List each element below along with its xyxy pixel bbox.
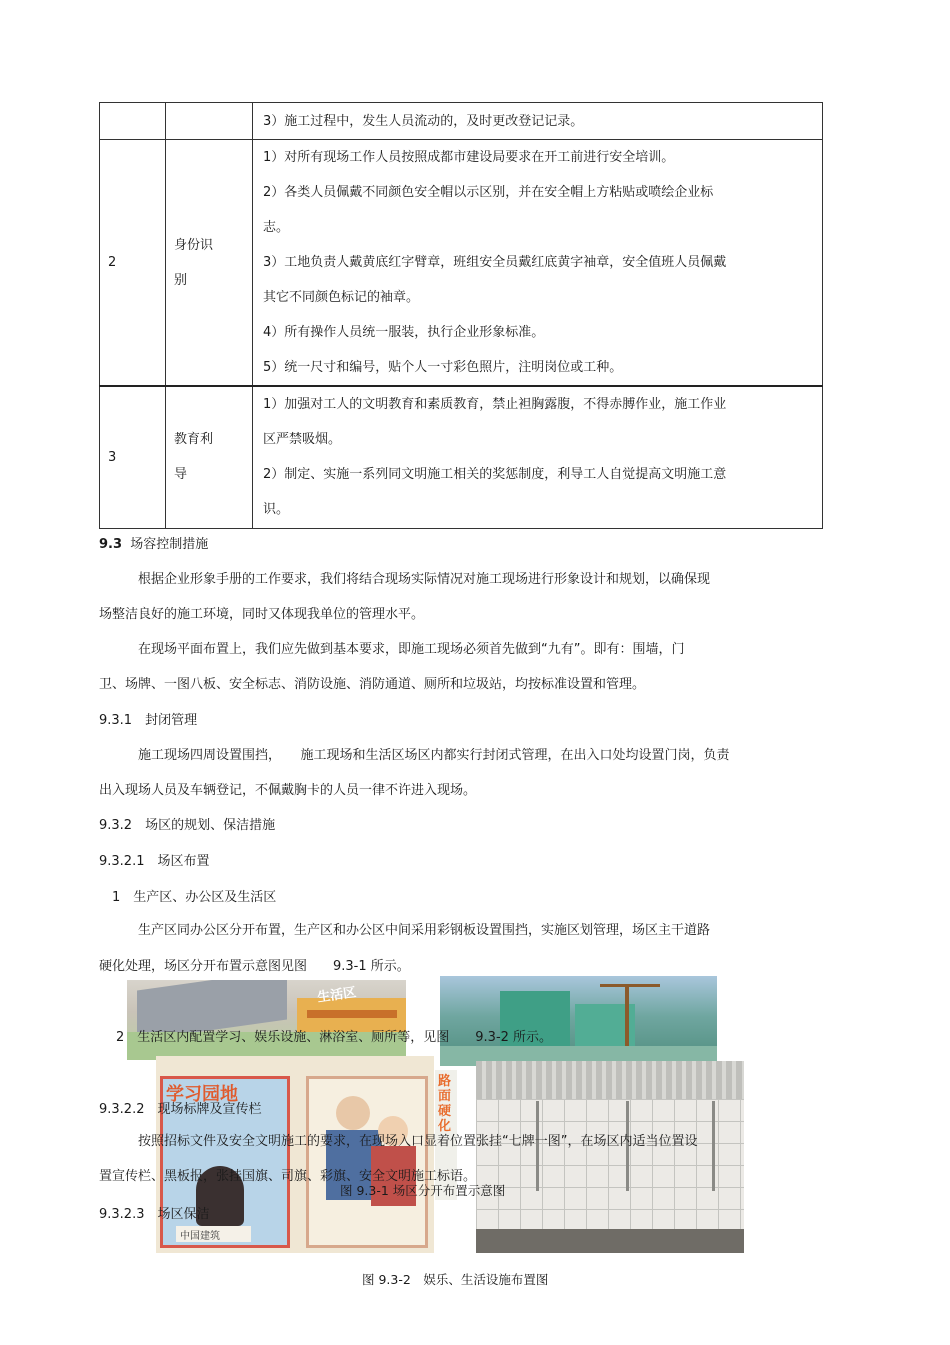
row-content-cell — [253, 386, 823, 528]
table-row — [100, 140, 823, 387]
content-line: 识。 — [263, 502, 290, 518]
list-item: 2 生活区内配置学习、娱乐设施、淋浴室、厕所等，见图 9.3-2 所示。 — [116, 1030, 553, 1045]
section-9-3-heading: 9.3 场容控制措施 — [99, 537, 209, 552]
content-line: 3）施工过程中，发生人员流动的，及时更改登记记录。 — [263, 113, 584, 129]
paragraph: 生产区同办公区分开布置，生产区和办公区中间采用彩钢板设置围挡，实施区划管理，场区主干道路 — [138, 923, 711, 938]
paragraph: 根据企业形象手册的工作要求，我们将结合现场实际情况对施工现场进行形象设计和规划，以确保现 — [138, 572, 711, 587]
shower-room-photo — [476, 1061, 744, 1253]
paragraph: 按照招标文件及安全文明施工的要求，在现场入口显着位置张挂“七牌一图”，在场区内适当位置设 — [138, 1134, 698, 1149]
item-line: 教育利 — [174, 432, 214, 448]
section-9-3-2-1-heading: 9.3.2.1 场区布置 — [99, 854, 210, 869]
study-board-sign: 学习园地 — [166, 1084, 238, 1105]
section-9-3-2-heading: 9.3.2 场区的规划、保洁措施 — [99, 818, 276, 833]
row-content-cell — [253, 103, 823, 140]
paragraph: 卫、场牌、一图八板、安全标志、消防设施、消防通道、厕所和垃圾站，均按标准设置和管理。 — [99, 677, 646, 692]
row-item-cell — [166, 140, 253, 387]
workshop-badge: 中国建筑 — [180, 1231, 220, 1242]
paragraph: 置宣传栏、黑板报，张挂国旗、司旗、彩旗、安全文明施工标语。 — [99, 1169, 477, 1184]
section-9-3-2-3-heading: 9.3.2.3 场区保洁 — [99, 1207, 210, 1222]
study-corner-illustration — [156, 1056, 434, 1253]
item-line: 别 — [174, 272, 188, 288]
paragraph: 场整洁良好的施工环境，同时又体现我单位的管理水平。 — [99, 607, 425, 622]
road-hardening-sign: 路面硬化 — [435, 1070, 457, 1200]
content-line: 5）统一尺寸和编号，贴个人一寸彩色照片，注明岗位或工种。 — [263, 360, 623, 375]
content-line: 2）制定、实施一系列同文明施工相关的奖惩制度，利导工人自觉提高文明施工意 — [263, 467, 727, 483]
content-line: 2）各类人员佩戴不同颜色安全帽以示区别，并在安全帽上方粘贴或喷绘企业标 — [263, 185, 714, 200]
paragraph: 施工现场四周设置围挡， 施工现场和生活区场区内都实行封闭式管理，在出入口处均设置门岗，负责 — [138, 748, 730, 763]
site-layout-illustration-right — [440, 976, 717, 1066]
section-9-3-1-heading: 9.3.1 封闭管理 — [99, 713, 198, 728]
content-line: 3）工地负责人戴黄底红字臂章，班组安全员戴红底黄字袖章，安全值班人员佩戴 — [263, 255, 727, 270]
row-number-cell — [100, 103, 166, 140]
paragraph: 出入现场人员及车辆登记，不佩戴胸卡的人员一律不许进入现场。 — [99, 783, 477, 798]
content-line: 1）对所有现场工作人员按照成都市建设局要求在开工前进行安全培训。 — [263, 150, 675, 165]
row-content-cell — [253, 140, 823, 387]
row-item-cell — [166, 103, 253, 140]
section-9-3-2-2-heading: 9.3.2.2 现场标牌及宣传栏 — [99, 1102, 262, 1117]
item-line: 身份识 — [174, 237, 214, 253]
content-line: 1）加强对工人的文明教育和素质教育，禁止袒胸露腹，不得赤膊作业，施工作业 — [263, 397, 727, 413]
paragraph: 在现场平面布置上，我们应先做到基本要求，即施工现场必须首先做到“九有”。即有：围墙，门 — [138, 642, 685, 657]
area-sign: 生活区 — [316, 985, 358, 1006]
figure-caption-9-3-2: 图 9.3-2 娱乐、生活设施布置图 — [362, 1272, 549, 1287]
row-item-cell — [166, 386, 253, 528]
content-line: 4）所有操作人员统一服装，执行企业形象标准。 — [263, 325, 545, 340]
content-line: 区严禁吸烟。 — [263, 432, 342, 448]
table-row — [100, 386, 823, 528]
item-line: 导 — [174, 467, 188, 483]
site-layout-illustration-left — [127, 980, 406, 1060]
measures-table — [99, 102, 823, 529]
content-line: 志。 — [263, 220, 290, 235]
figure-caption-9-3-1: 图 9.3-1 场区分开布置示意图 — [340, 1183, 506, 1198]
content-line: 其它不同颜色标记的袖章。 — [263, 290, 420, 305]
paragraph: 硬化处理，场区分开布置示意图见图 9.3-1 所示。 — [99, 959, 410, 974]
row-number-cell: 2 — [100, 140, 166, 387]
table-row — [100, 103, 823, 140]
list-item: 1 生产区、办公区及生活区 — [112, 890, 277, 905]
row-number-cell: 3 — [100, 386, 166, 528]
